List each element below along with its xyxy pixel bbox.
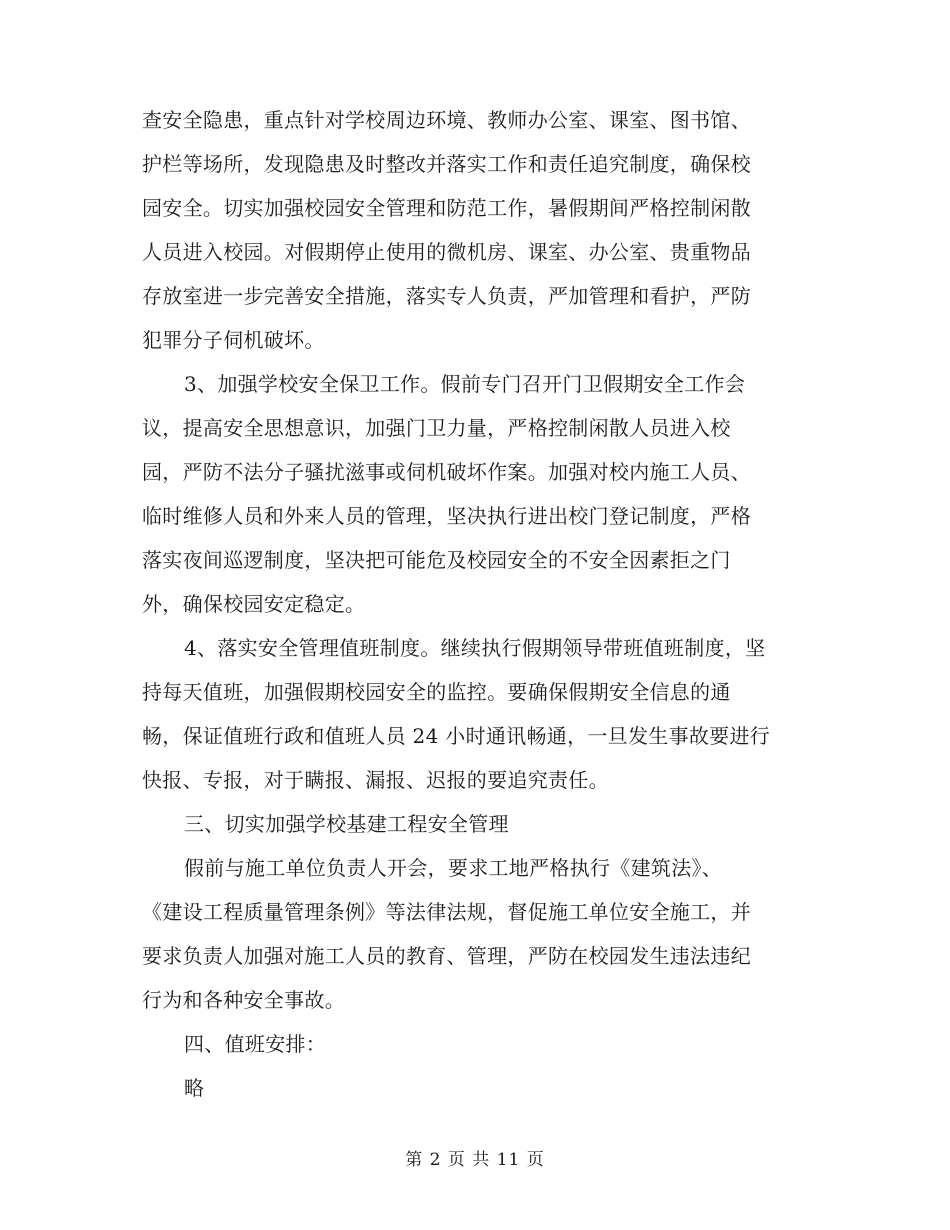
text-line: 存放室进一步完善安全措施，落实专人负责，严加管理和看护，严防 [142,284,751,308]
text-line: 四、值班安排： [184,1032,327,1056]
text-line: 假前与施工单位负责人开会，要求工地严格执行《建筑法》、 [184,856,723,880]
text-line: 持每天值班，加强假期校园安全的监控。要确保假期安全信息的通 [142,680,731,704]
text-line: 落实夜间巡逻制度，坚决把可能危及校园安全的不安全因素拒之门 [142,548,731,572]
text-line: 人员进入校园。对假期停止使用的微机房、课室、办公室、贵重物品 [142,240,751,264]
text-line: 3、加强学校安全保卫工作。假前专门召开门卫假期安全工作会 [184,372,746,396]
text-line: 议，提高安全思想意识，加强门卫力量，严格控制闲散人员进入校 [142,416,731,440]
paragraph [142,626,810,802]
page-number-footer: 第 2 页 共 11 页 [405,1150,545,1170]
paragraph [142,1066,810,1110]
paragraph [142,98,810,362]
text-line: 园安全。切实加强校园安全管理和防范工作，暑假期间严格控制闲散 [142,196,751,220]
text-line: 畅，保证值班行政和值班人员 24 小时通讯畅通，一旦发生事故要进行 [142,724,771,748]
text-line: 犯罪分子伺机破坏。 [142,328,325,352]
text-line: 略 [184,1076,205,1100]
text-line: 护栏等场所，发现隐患及时整改并落实工作和责任追究制度，确保校 [142,152,751,176]
document-body [142,98,810,1110]
text-line: 行为和各种安全事故。 [142,988,345,1012]
text-line: 要求负责人加强对施工人员的教育、管理，严防在校园发生违法违纪 [142,944,751,968]
text-line: 4、落实安全管理值班制度。继续执行假期领导带班值班制度，坚 [184,636,766,660]
section-heading [142,802,810,846]
text-line: 三、切实加强学校基建工程安全管理 [184,812,509,836]
text-line: 查安全隐患，重点针对学校周边环境、教师办公室、课室、图书馆、 [142,108,751,132]
text-line: 快报、专报，对于瞒报、漏报、迟报的要追究责任。 [142,768,609,792]
text-line: 《建设工程质量管理条例》等法律法规，督促施工单位安全施工，并 [142,900,751,924]
text-line: 临时维修人员和外来人员的管理，坚决执行进出校门登记制度，严格 [142,504,751,528]
section-heading [142,1022,810,1066]
paragraph [142,362,810,626]
text-line: 外，确保校园安定稳定。 [142,592,366,616]
text-line: 园，严防不法分子骚扰滋事或伺机破坏作案。加强对校内施工人员、 [142,460,751,484]
paragraph [142,846,810,1022]
